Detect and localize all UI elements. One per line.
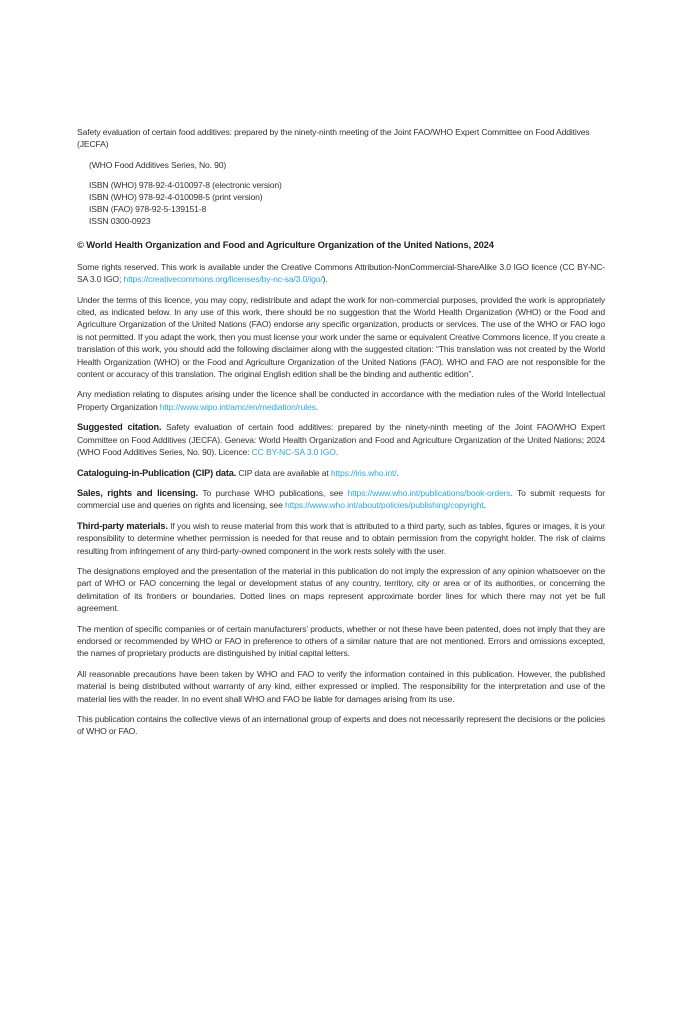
designations-disclaimer: The designations employed and the presentation of the material in this publication do not imply the expression of any opinion whatsoever on the part of WHO or FAO concerning the legal or development status of any country, territory, city or area or of its authorities, or concerning the delimitation of its frontiers or boundaries. Dotted lines on maps represent approximate border lines for which there may not yet be full agreement. <box>77 565 605 614</box>
sales-text-2: . To submit requests for commercial use and queries on rights and licensing, see <box>77 487 605 511</box>
sales-end: . <box>483 500 486 511</box>
sales-label: Sales, rights and licensing. <box>77 487 198 498</box>
iris-link[interactable]: https://iris.who.int/ <box>330 467 397 478</box>
products-disclaimer: The mention of specific companies or of certain manufacturers’ products, whether or not these have been patented, does not imply that they are endorsed or recommended by WHO or FAO in preference to others of a similar nature that are not mentioned. Errors and omissions excepted, the names of proprietary products are distinguished by initial capital letters. <box>77 623 605 659</box>
creative-commons-link[interactable]: https://creativecommons.org/licenses/by-nc-sa/3.0/igo/ <box>123 274 323 285</box>
copyright-page <box>77 126 605 746</box>
isbn-who-electronic: ISBN (WHO) 978-92-4-010097-8 (electronic version) <box>89 180 282 191</box>
copyright-heading: © World Health Organization and Food and Agriculture Organization of the United Nations, 2024 <box>77 239 494 251</box>
precautions-disclaimer: All reasonable precautions have been taken by WHO and FAO to verify the information contained in this publication. However, the published material is being distributed without warranty of any kind, either expressed or implied. The responsibility for the interpretation and use of the material lies with the reader. In no event shall WHO and FAO be liable for damages arising from its use. <box>77 668 605 704</box>
catalogue-details <box>77 159 605 228</box>
licence-terms-paragraph: Under the terms of this licence, you may copy, redistribute and adapt the work for non-commercial purposes, provided the work is appropriately cited, as indicated below. In any use of this work, there should be no suggestion that the World Health Organization (WHO) or the Food and Agriculture Organization of the United Nations (FAO) endorse any specific organization, products or services. The use of the WHO or FAO logo is not permitted. If you adapt the work, then you must license your work under the same or equivalent Creative Commons licence. If you create a translation of this work, you should add the following disclaimer along with the suggested citation: “This translation was not created by the World Health Organization (WHO) or the Food and Agriculture Organization of the United Nations (FAO). WHO and FAO are not responsible for the content or accuracy of this translation. The original English edition shall be the binding and authentic edition”. <box>77 294 605 380</box>
isbn-who-print: ISBN (WHO) 978-92-4-010098-5 (print version) <box>89 192 263 203</box>
cip-text: CIP data are available at <box>236 467 331 478</box>
issn: ISSN 0300-0923 <box>89 215 151 226</box>
mediation-text: Any mediation relating to disputes arising under the licence shall be conducted in accordance with the mediation rules of the World Intellectual Property Organization <box>77 389 605 412</box>
sales-paragraph <box>77 487 605 512</box>
sales-text-1: To purchase WHO publications, see <box>198 487 348 498</box>
cip-label: Cataloguing-in-Publication (CIP) data. <box>77 467 237 478</box>
catalogue-title: Safety evaluation of certain food additives: prepared by the ninety-ninth meeting of the Joint FAO/WHO Expert Committee on Food Additives (JECFA) <box>77 127 590 150</box>
third-party-paragraph <box>77 520 605 557</box>
mediation-end: . <box>315 401 319 412</box>
rights-paragraph <box>77 261 605 286</box>
book-orders-link[interactable]: https://www.who.int/publications/book-orders <box>347 487 511 498</box>
series-note: (WHO Food Additives Series, No. 90) <box>89 159 227 170</box>
isbn-list <box>89 180 605 227</box>
cip-paragraph <box>77 467 605 479</box>
third-party-label: Third-party materials. <box>77 520 168 531</box>
isbn-fao: ISBN (FAO) 978-92-5-139151-8 <box>89 203 207 214</box>
views-disclaimer: This publication contains the collective views of an international group of experts and does not necessarily represent the decisions or the policies of WHO or FAO. <box>77 714 605 737</box>
rights-text: Some rights reserved. This work is available under the Creative Commons Attribution-NonCommercial-ShareAlike 3.0 IGO licence (CC BY-NC-SA 3.0 IGO; <box>77 261 605 285</box>
citation-end: . <box>335 447 339 458</box>
mediation-paragraph <box>77 388 605 413</box>
citation-paragraph <box>77 421 605 458</box>
copyright-policy-link[interactable]: https://www.who.int/about/policies/publishing/copyright <box>285 500 484 511</box>
cip-end: . <box>396 467 399 478</box>
licence-link[interactable]: CC BY-NC-SA 3.0 IGO <box>251 447 336 458</box>
citation-label: Suggested citation. <box>77 422 162 433</box>
rights-end: ). <box>322 274 328 285</box>
wipo-mediation-link[interactable]: http://www.wipo.int/amc/en/mediation/rules <box>159 401 316 412</box>
citation-text: Safety evaluation of certain food additives: prepared by the ninety-ninth meeting of the Joint FAO/WHO Expert Committee on Food Additives (JECFA). Geneva: World Health Organization and Food and Agriculture Organization of the United Nations; 2024 (WHO Food Additives Series, No. 90). Licence: <box>77 422 605 458</box>
third-party-text: If you wish to reuse material from this work that is attributed to a third party, such as tables, figures or images, it is your responsibility to determine whether permission is needed for that reuse and to obtain permission from the copyright holder. The risk of claims resulting from infringement of any third-party-owned component in the work rests solely with the user. <box>77 520 605 556</box>
